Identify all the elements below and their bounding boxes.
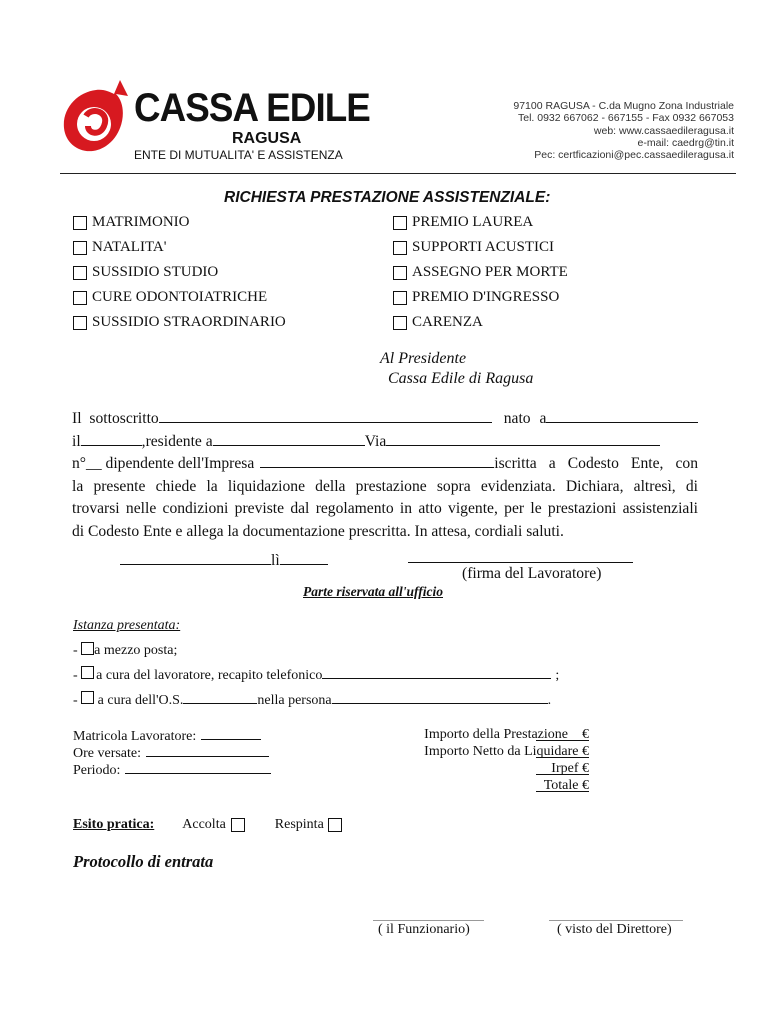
euro-sign: € bbox=[582, 778, 589, 793]
periodo-field[interactable] bbox=[125, 761, 271, 774]
periodo-row bbox=[73, 761, 271, 779]
text-line-6: di Codesto Ente e allega la documentazione prescritta. In attesa, cordiali saluti. bbox=[72, 522, 564, 540]
option-label: SUSSIDIO STUDIO bbox=[92, 264, 219, 280]
address-line-1: 97100 RAGUSA - C.da Mugno Zona Industriale bbox=[513, 100, 734, 112]
option-label: CURE ODONTOIATRICHE bbox=[92, 289, 268, 305]
euro-sign: € bbox=[582, 727, 589, 742]
ore-field[interactable] bbox=[146, 744, 269, 757]
esito-row bbox=[73, 817, 342, 833]
periodo-label: Periodo: bbox=[73, 763, 121, 778]
checkbox[interactable] bbox=[393, 216, 407, 230]
netto-field[interactable] bbox=[536, 745, 589, 758]
request-paragraph bbox=[72, 408, 698, 543]
funzionario-sign-line[interactable] bbox=[373, 908, 484, 921]
ore-row bbox=[73, 744, 269, 762]
header-divider bbox=[60, 173, 736, 174]
respinta-checkbox[interactable] bbox=[328, 818, 342, 832]
option-sussidio-straordinario[interactable] bbox=[73, 314, 286, 331]
address-line-email: e-mail: caedrg@tin.it bbox=[637, 136, 734, 149]
cassa-edile-logo-icon bbox=[58, 76, 132, 166]
impresa-field[interactable] bbox=[260, 453, 494, 468]
logo-subtitle: ENTE DI MUTUALITA' E ASSISTENZA bbox=[134, 148, 343, 162]
form-title: RICHIESTA PRESTAZIONE ASSISTENZIALE: bbox=[224, 189, 551, 206]
checkbox[interactable] bbox=[73, 316, 87, 330]
matricola-label: Matricola Lavoratore: bbox=[73, 729, 197, 744]
protocollo-label: Protocollo di entrata bbox=[73, 852, 214, 871]
option-premio-laurea[interactable] bbox=[393, 214, 533, 231]
text-il: il bbox=[72, 432, 81, 450]
istanza-os[interactable] bbox=[73, 691, 551, 709]
checkbox[interactable] bbox=[393, 241, 407, 255]
persona-field[interactable] bbox=[332, 691, 548, 704]
istanza-lavoratore-label: a cura del lavoratore, recapito telefonico bbox=[96, 668, 323, 683]
esito-label: Esito pratica: bbox=[73, 817, 155, 832]
dash: - bbox=[73, 643, 78, 658]
logo-name: CASSA EDILE bbox=[134, 86, 370, 130]
text-line-5: trovarsi nelle condizioni previste dal regolamento in atto vigente, per le prestazioni assistenziali bbox=[72, 500, 698, 517]
istanza-posta[interactable] bbox=[73, 642, 177, 659]
office-section-title: Parte riservata all'ufficio bbox=[303, 584, 443, 599]
option-assegno-per-morte[interactable] bbox=[393, 264, 568, 281]
recipient-line-2: Cassa Edile di Ragusa bbox=[388, 370, 534, 387]
date-field[interactable] bbox=[280, 550, 328, 565]
irpef-label: Irpef bbox=[551, 761, 579, 776]
checkbox[interactable] bbox=[81, 642, 94, 655]
ore-label: Ore versate: bbox=[73, 746, 142, 761]
option-supporti-acustici[interactable] bbox=[393, 239, 554, 256]
euro-sign: € bbox=[582, 744, 589, 759]
checkbox[interactable] bbox=[393, 316, 407, 330]
text-via: Via bbox=[364, 432, 387, 450]
accolta-checkbox[interactable] bbox=[231, 818, 245, 832]
option-matrimonio[interactable] bbox=[73, 214, 190, 231]
option-carenza[interactable] bbox=[393, 314, 483, 331]
istanza-label: Istanza presentata: bbox=[73, 618, 181, 633]
direttore-label: ( visto del Direttore) bbox=[557, 922, 672, 937]
checkbox[interactable] bbox=[73, 241, 87, 255]
recapito-telefonico-field[interactable] bbox=[322, 666, 551, 679]
os-field[interactable] bbox=[183, 691, 257, 704]
firma-label: (firma del Lavoratore) bbox=[462, 565, 602, 582]
importo-field[interactable] bbox=[536, 728, 589, 741]
funzionario-label: ( il Funzionario) bbox=[378, 922, 470, 937]
nato-a-field[interactable] bbox=[546, 408, 698, 423]
logo-city: RAGUSA bbox=[232, 130, 302, 147]
option-label: SUSSIDIO STRAORDINARIO bbox=[92, 314, 286, 330]
option-label: ASSEGNO PER MORTE bbox=[412, 264, 568, 280]
text-li: lì bbox=[271, 552, 280, 569]
option-label: NATALITA' bbox=[92, 239, 167, 255]
accolta-label: Accolta bbox=[182, 817, 226, 832]
recipient-line-1: Al Presidente bbox=[380, 350, 467, 367]
sottoscritto-field[interactable] bbox=[159, 408, 492, 423]
semicolon: ; bbox=[555, 668, 560, 683]
euro-sign: € bbox=[582, 761, 589, 776]
respinta-label: Respinta bbox=[274, 817, 324, 832]
option-natalita[interactable] bbox=[73, 239, 166, 256]
matricola-field[interactable] bbox=[201, 727, 261, 740]
checkbox[interactable] bbox=[73, 216, 87, 230]
option-label: PREMIO LAUREA bbox=[412, 214, 534, 230]
option-label: PREMIO D'INGRESSO bbox=[412, 289, 560, 305]
option-cure-odontoiatriche[interactable] bbox=[73, 289, 267, 306]
totale-field[interactable] bbox=[536, 779, 589, 792]
checkbox[interactable] bbox=[81, 666, 94, 679]
header-address bbox=[513, 100, 734, 161]
address-line-phone: Tel. 0932 667062 - 667155 - Fax 0932 667053 bbox=[517, 112, 734, 125]
dash: - bbox=[73, 668, 78, 683]
place-date-line bbox=[120, 550, 328, 570]
istanza-lavoratore[interactable] bbox=[73, 666, 559, 684]
option-label: CARENZA bbox=[412, 314, 483, 330]
place-field[interactable] bbox=[120, 550, 271, 565]
totale-label: Totale bbox=[543, 778, 579, 793]
signature-field[interactable] bbox=[408, 548, 633, 563]
checkbox[interactable] bbox=[393, 266, 407, 280]
option-label: SUPPORTI ACUSTICI bbox=[412, 239, 555, 255]
matricola-row bbox=[73, 727, 261, 745]
dash: - bbox=[73, 693, 78, 708]
irpef-field[interactable] bbox=[536, 762, 589, 775]
direttore-sign-line[interactable] bbox=[549, 908, 683, 921]
checkbox[interactable] bbox=[73, 266, 87, 280]
address-line-web: web: www.cassaedileragusa.it bbox=[593, 124, 734, 137]
netto-label: Importo Netto da Liquidare bbox=[424, 744, 579, 759]
checkbox[interactable] bbox=[81, 691, 94, 704]
residente-field[interactable] bbox=[213, 431, 365, 446]
text-residente-a: ,residente a bbox=[141, 432, 213, 450]
checkbox[interactable] bbox=[73, 291, 87, 305]
period: . bbox=[547, 693, 552, 708]
text-iscritta: iscritta a Codesto Ente, con bbox=[494, 455, 698, 472]
text-line-4: la presente chiede la liquidazione della prestazione sopra evidenziata. Dichiara, altresì, di bbox=[72, 477, 698, 495]
istanza-os-label: a cura dell'O.S. bbox=[97, 693, 184, 708]
text-dipendente: n°__ dipendente dell'Impresa bbox=[72, 455, 255, 472]
text-nato-a: nato a bbox=[503, 410, 547, 427]
nella-persona-label: nella persona bbox=[257, 693, 332, 708]
option-label: MATRIMONIO bbox=[92, 214, 190, 230]
option-sussidio-studio[interactable] bbox=[73, 264, 218, 281]
checkbox[interactable] bbox=[393, 291, 407, 305]
text-sottoscritto: Il sottoscritto bbox=[72, 410, 159, 427]
option-premio-ingresso[interactable] bbox=[393, 289, 559, 306]
via-field[interactable] bbox=[386, 431, 660, 446]
istanza-posta-label: a mezzo posta; bbox=[94, 643, 178, 658]
importo-label: Importo della Prestazione bbox=[424, 727, 568, 742]
address-line-pec: Pec: certficazioni@pec.cassaedileragusa.it bbox=[534, 149, 734, 162]
data-nascita-field[interactable] bbox=[81, 431, 142, 446]
